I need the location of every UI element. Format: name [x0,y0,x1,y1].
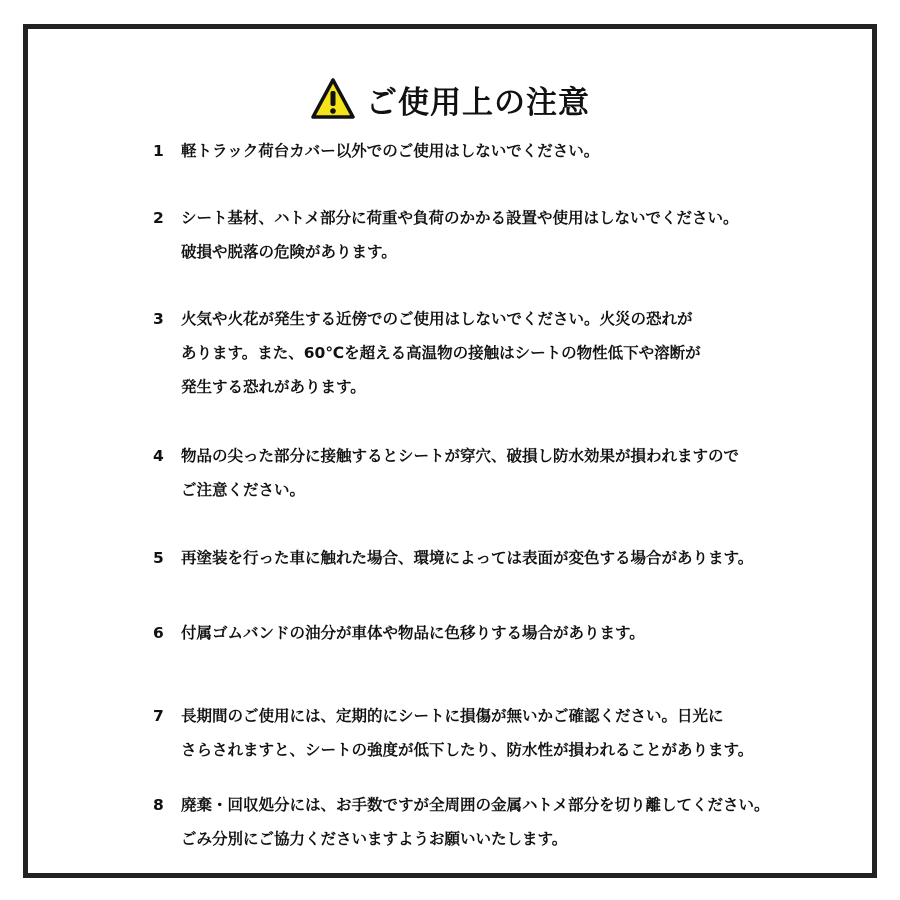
note-number: 2 [153,209,164,227]
note-number: 5 [153,549,164,567]
note-line: ごみ分別にご協力くださいますようお願いいたします。 [181,830,568,848]
title-row [28,71,872,127]
note-number: 8 [153,796,164,814]
note-number: 6 [153,624,164,642]
note-number: 3 [153,310,164,328]
note-number: 1 [153,142,164,160]
note-line: 破損や脱落の危険があります。 [181,243,397,261]
note-line: さらされますと、シートの強度が低下したり、防水性が損われることがあります。 [181,741,754,759]
note-line: 付属ゴムバンドの油分が車体や物品に色移りする場合があります。 [181,624,645,642]
note-number: 4 [153,447,164,465]
note-line: あります。また、60℃を超える高温物の接触はシートの物性低下や溶断が [181,344,701,362]
page-title: ご使用上の注意 [366,84,590,121]
warning-icon [310,77,356,121]
note-line: 発生する恐れがあります。 [181,378,366,396]
note-line: ご注意ください。 [181,481,306,499]
note-number: 7 [153,707,164,725]
note-line: 長期間のご使用には、定期的にシートに損傷が無いかご確認ください。日光に [181,707,724,725]
note-line: 再塗装を行った車に触れた場合、環境によっては表面が変色する場合があります。 [181,549,754,567]
note-line: 物品の尖った部分に接触するとシートが穿穴、破損し防水効果が損われますので [181,447,740,465]
note-line: 軽トラック荷台カバー以外でのご使用はしないでください。 [181,142,600,160]
note-line: 火気や火花が発生する近傍でのご使用はしないでください。火災の恐れが [181,310,693,328]
note-line: シート基材、ハトメ部分に荷重や負荷のかかる設置や使用はしないでください。 [181,209,739,227]
note-line: 廃棄・回収処分には、お手数ですが全周囲の金属ハトメ部分を切り離してください。 [181,796,770,814]
notice-frame [23,24,877,878]
